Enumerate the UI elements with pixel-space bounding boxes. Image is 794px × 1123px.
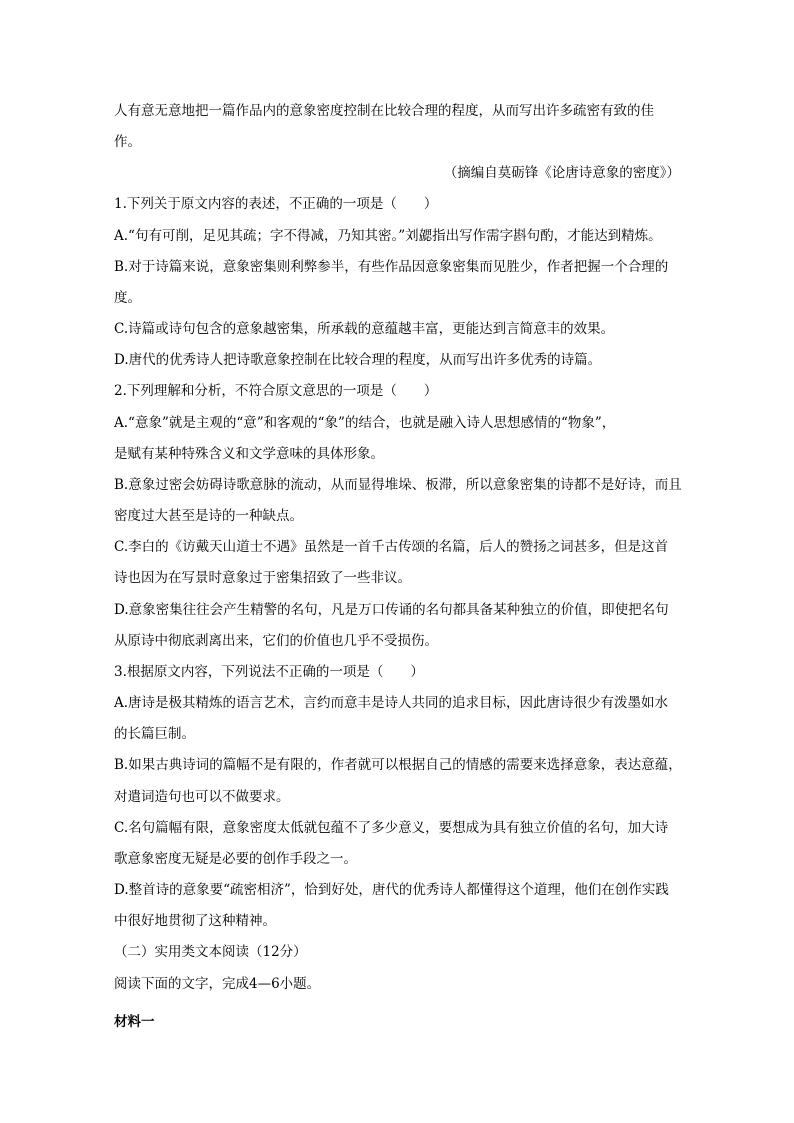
question-3-option-d-cont: 中很好地贯彻了这种精神。 bbox=[114, 913, 276, 929]
material-one-heading: 材料一 bbox=[114, 1014, 155, 1030]
question-1-option-b-cont: 度。 bbox=[114, 290, 141, 306]
question-1-option-d: D.唐代的优秀诗人把诗歌意象控制在比较合理的程度，从而写出许多优秀的诗篇。 bbox=[114, 352, 602, 368]
passage-line-2: 作。 bbox=[114, 134, 141, 150]
question-3-option-c-cont: 歌意象密度无疑是必要的创作手段之一。 bbox=[114, 851, 357, 867]
question-2-option-b-cont: 密度过大甚至是诗的一种缺点。 bbox=[114, 508, 303, 524]
section-heading-practical-text: （二）实用类文本阅读（12分） bbox=[114, 944, 307, 960]
question-3-option-d: D.整首诗的意象要“疏密相济”，恰到好处，唐代的优秀诗人都懂得这个道理，他们在创作实践 bbox=[114, 882, 669, 898]
question-3-option-c: C.名句篇幅有限，意象密度太低就包蕴不了多少意义，要想成为具有独立价值的名句，加大诗 bbox=[114, 820, 669, 836]
reading-instruction: 阅读下面的文字，完成4—6小题。 bbox=[114, 976, 321, 992]
question-1-option-c: C.诗篇或诗句包含的意象越密集，所承载的意蕴越丰富，更能达到言简意丰的效果。 bbox=[114, 321, 615, 337]
question-1-option-b: B.对于诗篇来说，意象密集则利弊参半，有些作品因意象密集而见胜少，作者把握一个合理的 bbox=[114, 259, 669, 275]
question-3-option-b: B.如果古典诗词的篇幅不是有限的，作者就可以根据自己的情感的需要来选择意象，表达意蕴， bbox=[114, 757, 682, 773]
question-1-stem: 1.下列关于原文内容的表述，不正确的一项是（ ） bbox=[114, 196, 438, 212]
question-3-stem: 3.根据原文内容，下列说法不正确的一项是（ ） bbox=[114, 664, 424, 680]
question-1-option-a: A.“句有可削，足见其疏；字不得减，乃知其密。”刘勰指出写作需字斟句酌，才能达到精炼。 bbox=[114, 228, 662, 244]
question-2-option-c: C.李白的《访戴天山道士不遇》虽然是一首千古传颂的名篇，后人的赞扬之词甚多，但是这首 bbox=[114, 539, 669, 555]
question-2-option-b: B.意象过密会妨碍诗歌意脉的流动，从而显得堆垛、板滞，所以意象密集的诗都不是好诗，而且 bbox=[114, 477, 682, 493]
question-2-option-d: D.意象密集往往会产生精警的名句，凡是万口传诵的名句都具备某种独立的价值，即使把名句 bbox=[114, 602, 669, 618]
question-2-option-a-cont: 是赋有某种特殊含义和文学意味的具体形象。 bbox=[114, 446, 384, 462]
question-2-option-d-cont: 从原诗中彻底剥离出来，它们的价值也几乎不受损伤。 bbox=[114, 633, 438, 649]
question-3-option-b-cont: 对遣词造句也可以不做要求。 bbox=[114, 789, 290, 805]
question-3-option-a-cont: 的长篇巨制。 bbox=[114, 726, 195, 742]
question-2-option-c-cont: 诗也因为在写景时意象过于密集招致了一些非议。 bbox=[114, 570, 411, 586]
question-2-stem: 2.下列理解和分析，不符合原文意思的一项是（ ） bbox=[114, 383, 438, 399]
source-citation: （摘编自莫砺锋《论唐诗意象的密度》） bbox=[443, 165, 680, 181]
question-2-option-a: A.“意象”就是主观的“意”和客观的“象”的结合，也就是融入诗人思想感情的“物象”， bbox=[114, 415, 616, 431]
question-3-option-a: A.唐诗是极其精炼的语言艺术，言约而意丰是诗人共同的追求目标，因此唐诗很少有泼墨如水 bbox=[114, 695, 669, 711]
passage-line-1: 人有意无意地把一篇作品内的意象密度控制在比较合理的程度，从而写出许多疏密有致的佳 bbox=[114, 103, 654, 119]
